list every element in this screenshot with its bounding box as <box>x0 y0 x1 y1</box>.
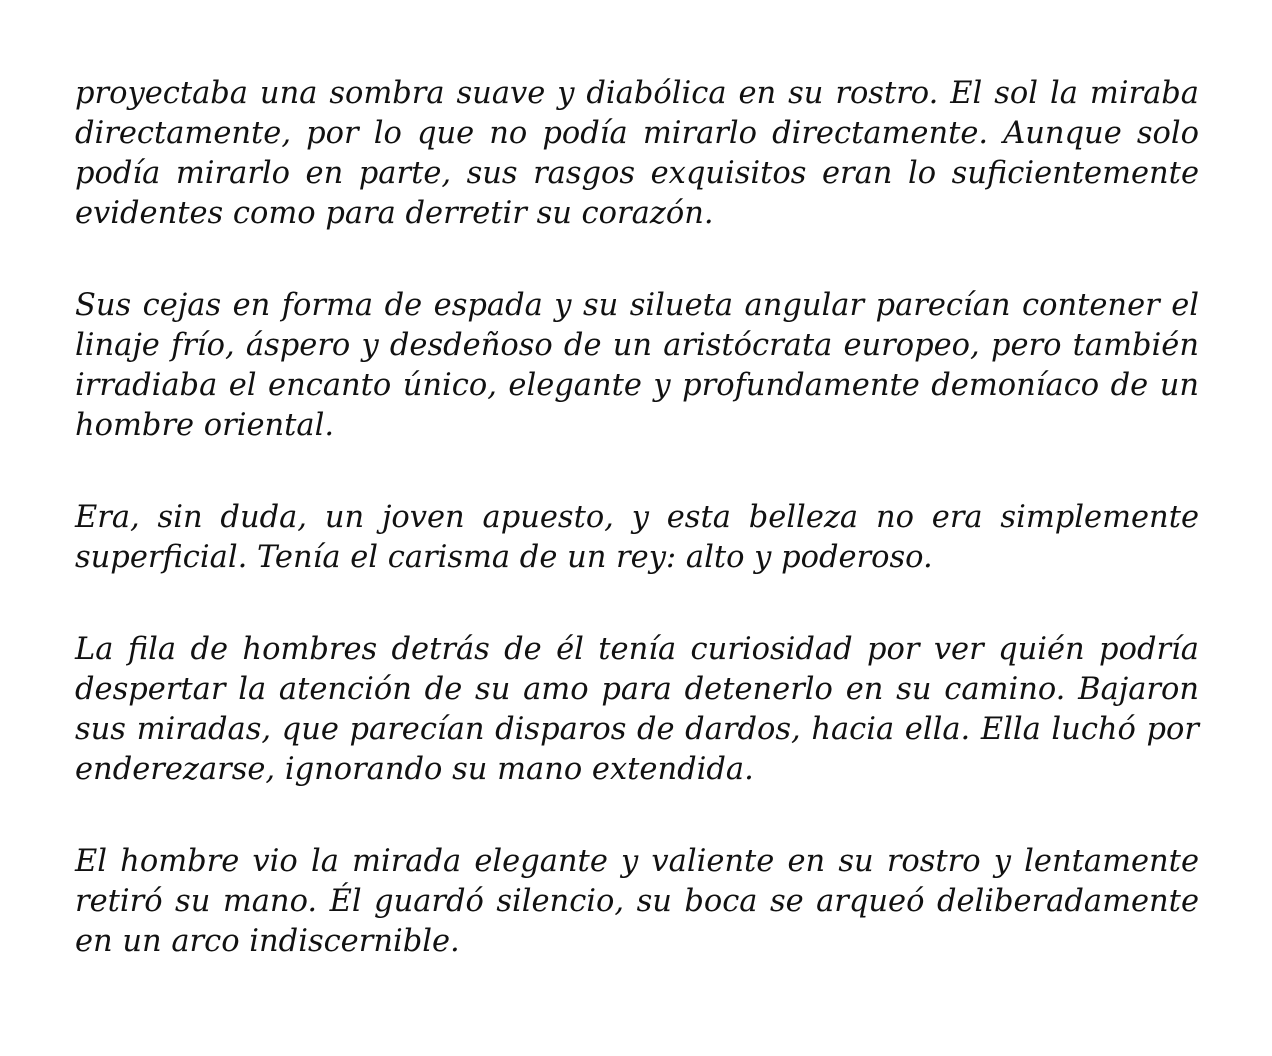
document-body <box>75 74 1199 962</box>
paragraph: proyectaba una sombra suave y diabólica en su rostro. El sol la miraba directamente, por lo que no podía mirarlo directamente. Aunque solo podía mirarlo en parte, sus rasgos exquisitos eran lo suficientemente evidentes como para derretir su corazón. <box>75 76 1199 231</box>
paragraph: Sus cejas en forma de espada y su silueta angular parecían contener el linaje frío, áspero y desdeñoso de un aristócrata europeo, pero también irradiaba el encanto único, elegante y profundamente demoníaco de un hombre oriental. <box>75 288 1199 443</box>
paragraph: La fila de hombres detrás de él tenía curiosidad por ver quién podría despertar la atención de su amo para detenerlo en su camino. Bajaron sus miradas, que parecían disparos de dardos, hacia ella. Ella luchó por enderezarse, ignorando su mano extendida. <box>75 632 1199 787</box>
paragraph: El hombre vio la mirada elegante y valiente en su rostro y lentamente retiró su mano. Él guardó silencio, su boca se arqueó deliberadamente en un arco indiscernible. <box>75 844 1199 959</box>
paragraph: Era, sin duda, un joven apuesto, y esta belleza no era simplemente superficial. Tenía el carisma de un rey: alto y poderoso. <box>75 500 1199 575</box>
